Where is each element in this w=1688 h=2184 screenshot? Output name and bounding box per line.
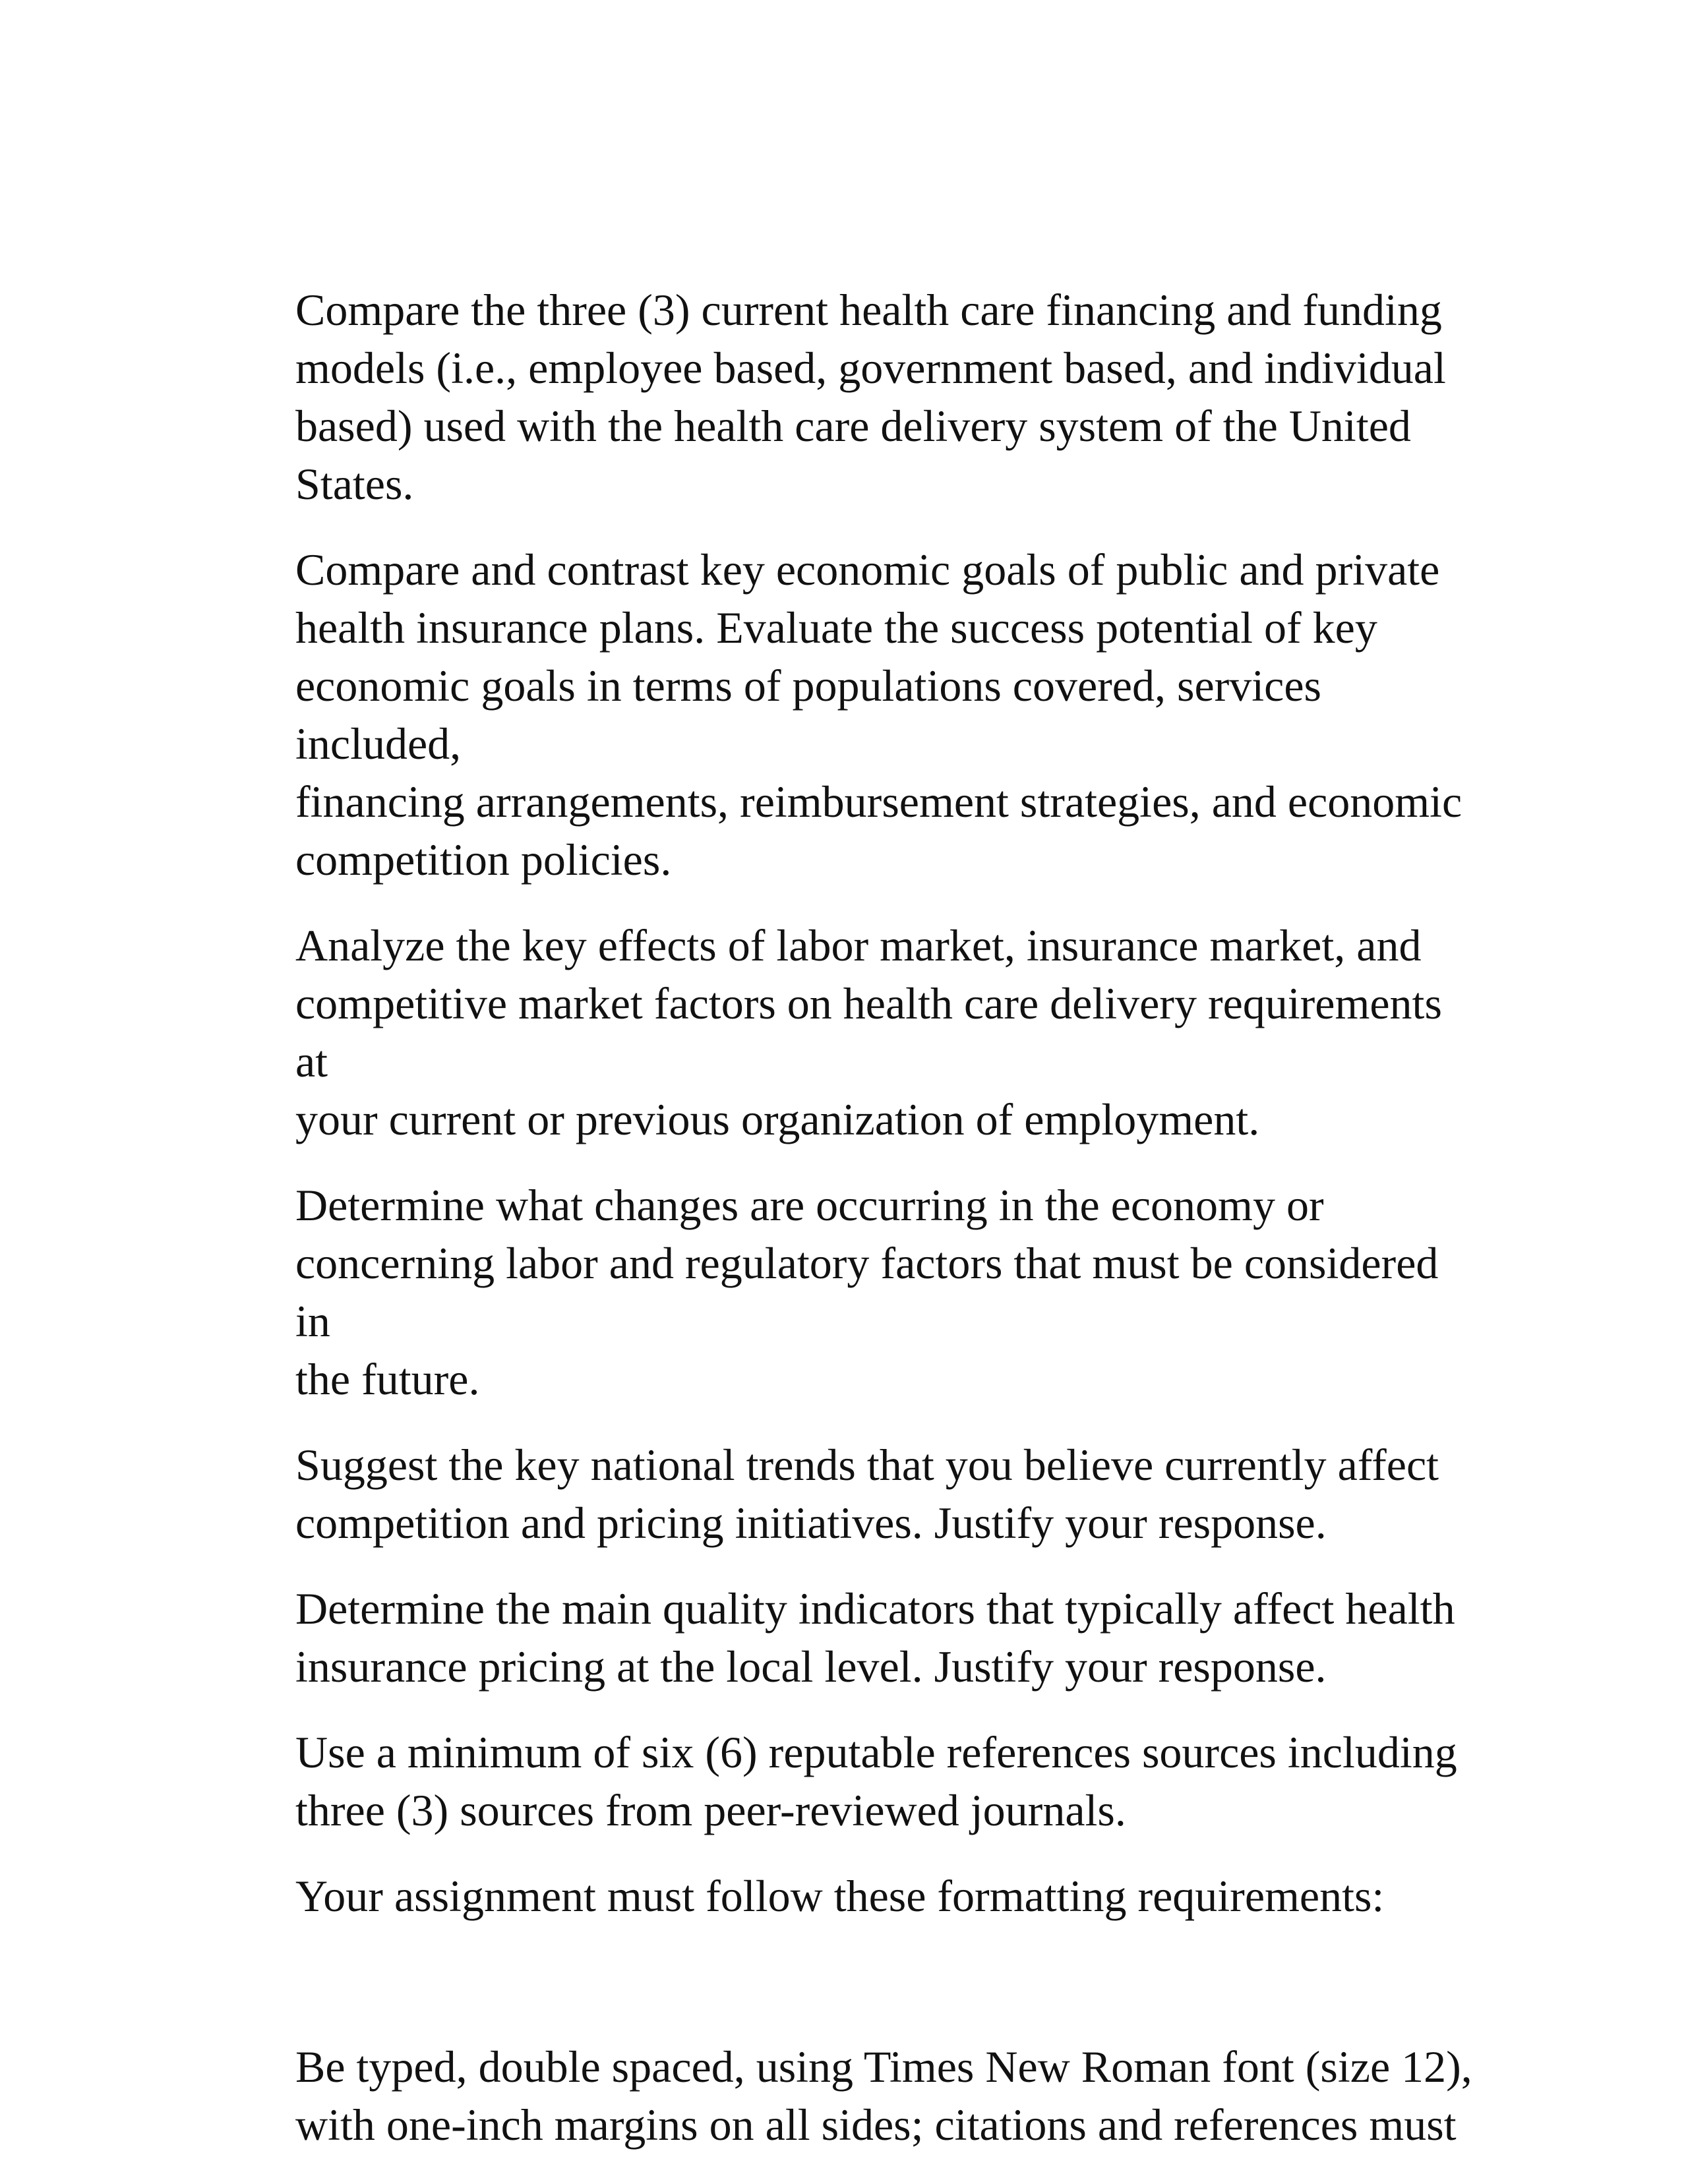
paragraph-market-effects: Analyze the key effects of labor market, insurance market, and competitive market factors on health care delivery requirements at your current or previous organization of employment. [295,920,1442,1144]
paragraph-formatting-intro: Your assignment must follow these formatting requirements: [295,1871,1385,1921]
paragraph-financing-models: Compare the three (3) current health care financing and funding models (i.e., employee based, government based, and individual based) used with the health care delivery system of the United States. [295,285,1446,509]
document-body [295,281,1482,2181]
paragraph-formatting-rule: Be typed, double spaced, using Times New Roman font (size 12), with one-inch margins on all sides; citations and references must [295,2042,1472,2150]
paragraph-economic-goals: Compare and contrast key economic goals of public and private health insurance plans. Evaluate the success potential of key economic goals in terms of populations covered, services included, financing arrangements, reimbursement strategies, and economic competition policies. [295,545,1462,885]
paragraph-national-trends: Suggest the key national trends that you believe currently affect competition and pricing initiatives. Justify your response. [295,1440,1439,1548]
paragraph-quality-indicators: Determine the main quality indicators that typically affect health insurance pricing at the local level. Justify your response. [295,1583,1455,1692]
paragraph-references-requirement: Use a minimum of six (6) reputable references sources including three (3) sources from peer-reviewed journals. [295,1727,1457,1835]
paragraph-economy-changes: Determine what changes are occurring in the economy or concerning labor and regulatory factors that must be considered in the future. [295,1180,1439,1404]
